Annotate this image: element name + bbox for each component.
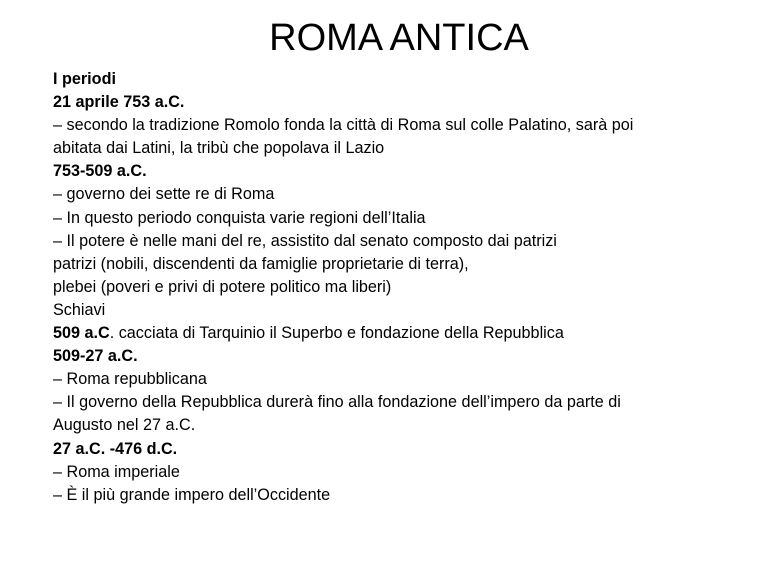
period-date: 509 a.C: [53, 324, 110, 343]
period-text: abitata dai Latini, la tribù che popolava il Lazio: [53, 139, 385, 158]
slide-title: ROMA ANTICA: [269, 17, 529, 59]
period-text: patrizi (nobili, discendenti da famiglie proprietarie di terra),: [53, 254, 469, 273]
period-text: . cacciata di Tarquinio il Superbo e fondazione della Repubblica: [109, 324, 564, 343]
period-date: 509-27 a.C.: [53, 347, 138, 366]
period-text: – Roma repubblicana: [53, 370, 207, 389]
period-text: – secondo la tradizione Romolo fonda la città di Roma sul colle Palatino, sarà poi: [53, 116, 634, 135]
period-line: [53, 322, 743, 345]
period-text: – Roma imperiale: [53, 462, 180, 481]
period-text: Schiavi: [53, 300, 106, 319]
period-text: – governo dei sette re di Roma: [53, 185, 275, 204]
period-text: – Il governo della Repubblica durerà fino alla fondazione dell’impero da parte di: [53, 393, 621, 412]
period-text: – È il più grande impero dell’Occidente: [53, 485, 331, 504]
slide-body: [53, 68, 743, 507]
period-text: – Il potere è nelle mani del re, assistito dal senato composto dai patrizi: [53, 231, 557, 250]
period-text: – In questo periodo conquista varie regioni dell’Italia: [53, 208, 426, 227]
period-date: 27 a.C. -476 d.C.: [53, 439, 178, 458]
period-date: 753-509 a.C.: [53, 162, 147, 181]
section-heading: I periodi: [53, 70, 116, 88]
period-date: 21 aprile 753 a.C.: [53, 93, 185, 112]
period-text: plebei (poveri e privi di potere politico ma liberi): [53, 277, 392, 296]
period-text: Augusto nel 27 a.C.: [53, 416, 196, 435]
